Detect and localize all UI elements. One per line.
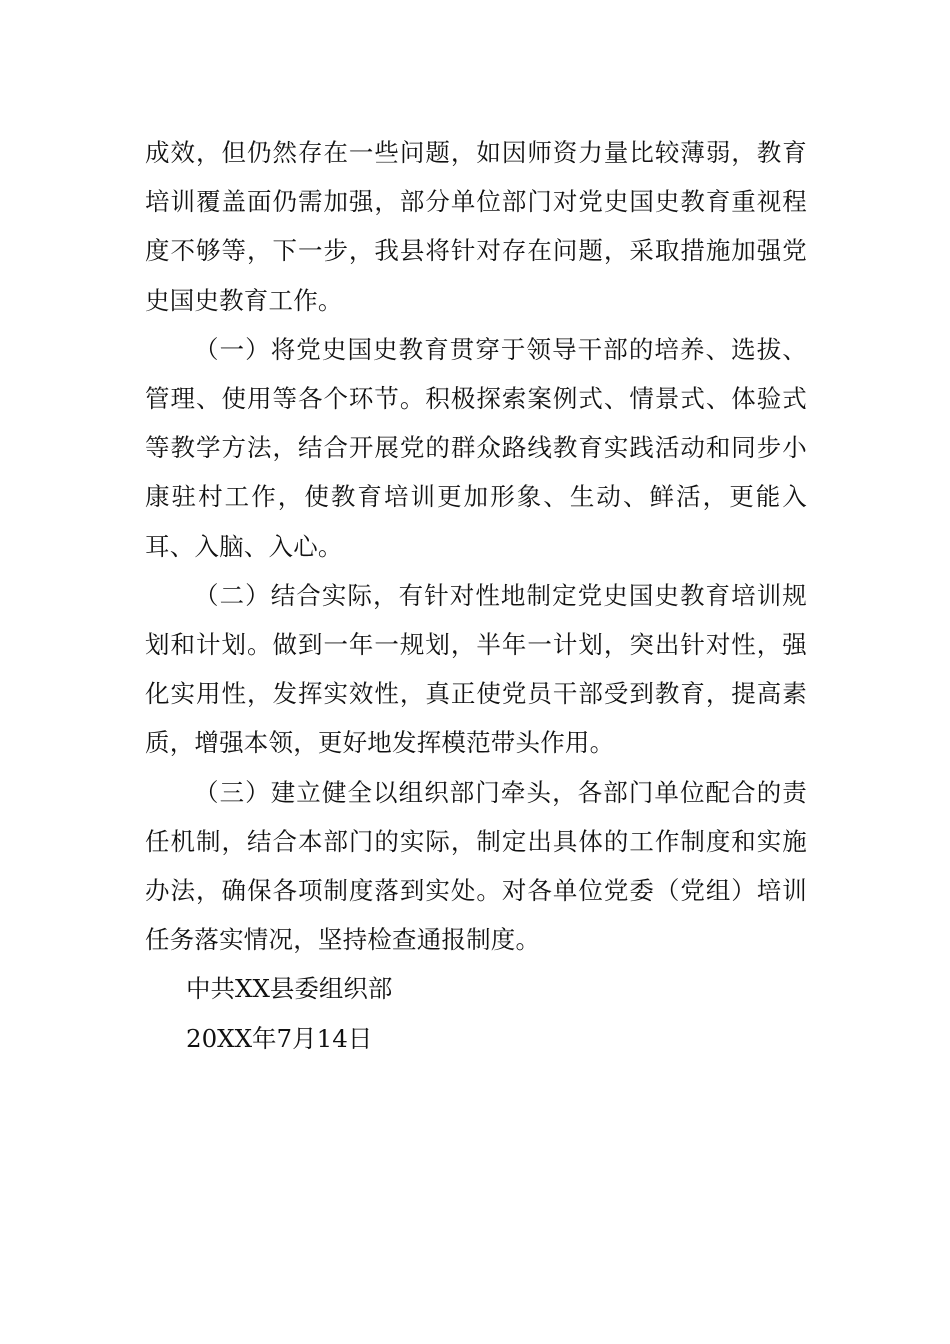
paragraph-measure-3: （三）建立健全以组织部门牵头，各部门单位配合的责任机制，结合本部门的实际，制定出具体的工作制度和实施办法，确保各项制度落到实处。对各单位党委（党组）培训任务落实情况，坚持检查通报制度。 <box>145 777 807 955</box>
signoff-organization: 中共XX县委组织部 <box>186 974 393 1004</box>
signoff-date: 20XX年7月14日 <box>186 1023 373 1053</box>
paragraph-intro-continuation: 成效，但仍然存在一些问题，如因师资力量比较薄弱，教育培训覆盖面仍需加强，部分单位部门对党史国史教育重视程度不够等，下一步，我县将针对存在问题，采取措施加强党史国史教育工作。 <box>145 138 807 315</box>
document-body <box>145 128 807 1063</box>
paragraph-measure-2: （二）结合实际，有针对性地制定党史国史教育培训规划和计划。做到一年一规划，半年一计划，突出针对性，强化实用性，发挥实效性，真正使党员干部受到教育，提高素质，增强本领，更好地发挥模范带头作用。 <box>145 580 807 758</box>
paragraph-measure-1: （一）将党史国史教育贯穿于领导干部的培养、选拔、管理、使用等各个环节。积极探索案例式、情景式、体验式等教学方法，结合开展党的群众路线教育实践活动和同步小康驻村工作，使教育培训更加形象、生动、鲜活，更能入耳、入脑、入心。 <box>145 334 807 561</box>
